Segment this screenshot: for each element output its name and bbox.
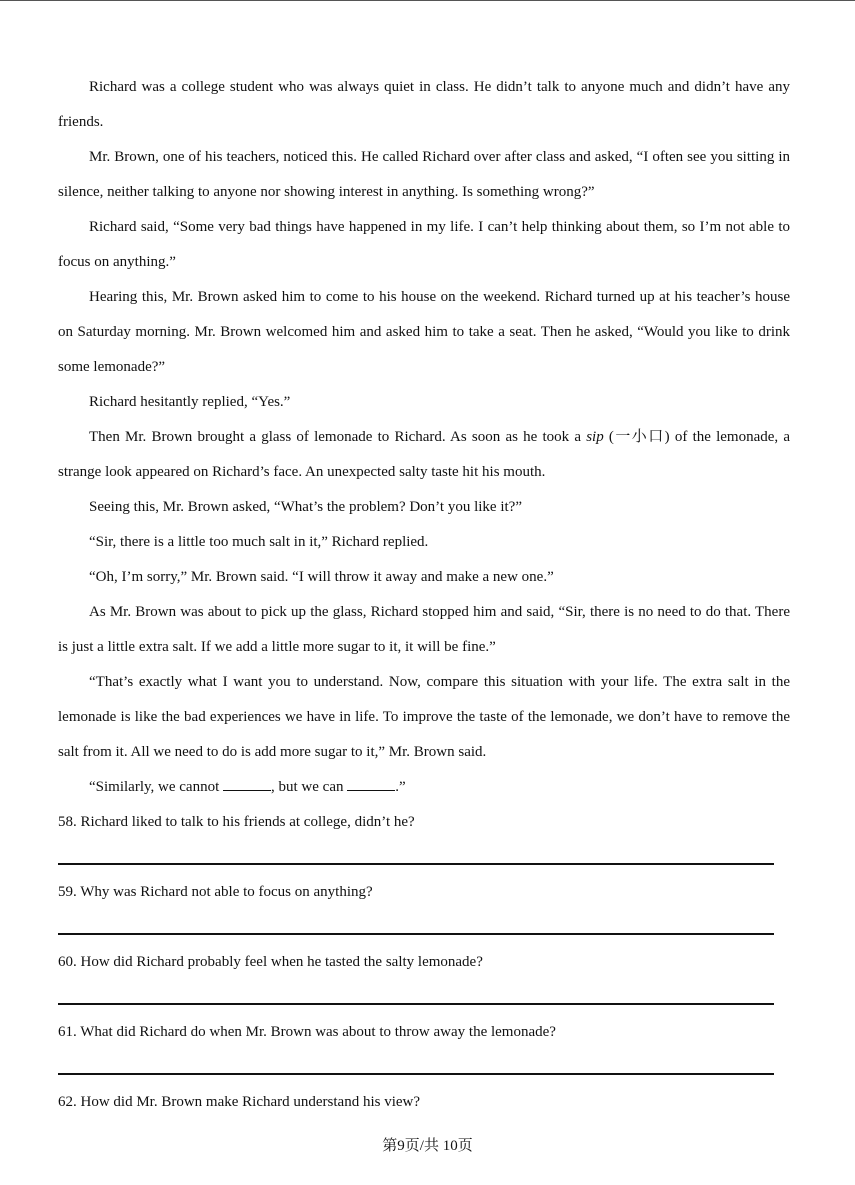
passage-paragraph-2: Mr. Brown, one of his teachers, noticed this. He called Richard over after class and asked, “I often see you sitting in silence, neither talking to anyone nor showing interest in anything. Is something wrong?” xyxy=(58,149,790,200)
passage-paragraph-8: “Sir, there is a little too much salt in it,” Richard replied. xyxy=(89,534,429,550)
answer-line-59[interactable] xyxy=(58,910,790,945)
sip-word: sip xyxy=(586,429,604,445)
passage-paragraph-4: Hearing this, Mr. Brown asked him to come to his house on the weekend. Richard turned up at his teacher’s house on Saturday morning. Mr. Brown welcomed him and asked him to take a seat. Then he asked, “Would you like to drink some lemonade?” xyxy=(58,289,790,375)
passage-paragraph-10: As Mr. Brown was about to pick up the glass, Richard stopped him and said, “Sir, there is no need to do that. There is just a little extra salt. If we add a little more sugar to it, it will be fine.” xyxy=(58,604,790,655)
answer-line-61[interactable] xyxy=(58,1050,790,1085)
passage-paragraph-11: “That’s exactly what I want you to understand. Now, compare this situation with your life. The extra salt in the lemonade is like the bad experiences we have in life. To improve the taste of the lemonade, we don’t have to remove the salt from it. All we need to do is add more sugar to it,” Mr. Brown said. xyxy=(58,674,790,760)
passage-paragraph-7: Seeing this, Mr. Brown asked, “What’s the problem? Don’t you like it?” xyxy=(89,499,522,515)
passage-paragraph-sip xyxy=(58,420,790,490)
question-61: 61. What did Richard do when Mr. Brown was about to throw away the lemonade? xyxy=(58,1024,556,1040)
page-content xyxy=(58,70,790,1120)
sip-text-after: (一小口) of the lemonade, a strange look appeared on Richard’s face. An unexpected salty taste hit his mouth. xyxy=(58,429,790,480)
question-58: 58. Richard liked to talk to his friends at college, didn’t he? xyxy=(58,814,415,830)
question-60: 60. How did Richard probably feel when he tasted the salty lemonade? xyxy=(58,954,483,970)
question-62: 62. How did Mr. Brown make Richard understand his view? xyxy=(58,1094,421,1110)
passage-paragraph-1: Richard was a college student who was always quiet in class. He didn’t talk to anyone much and didn’t have any friends. xyxy=(58,79,790,130)
passage-last-line xyxy=(58,770,790,805)
last-line-part1: “Similarly, we cannot xyxy=(89,779,223,795)
passage-paragraph-9: “Oh, I’m sorry,” Mr. Brown said. “I will throw it away and make a new one.” xyxy=(89,569,554,585)
answer-line-60[interactable] xyxy=(58,980,790,1015)
page-number-footer: 第9页/共 10页 xyxy=(382,1138,473,1154)
fill-blank-1[interactable] xyxy=(223,776,271,791)
question-59: 59. Why was Richard not able to focus on anything? xyxy=(58,884,373,900)
last-line-part2: , but we can xyxy=(271,779,348,795)
last-line-part3: .” xyxy=(395,779,406,795)
passage-paragraph-5: Richard hesitantly replied, “Yes.” xyxy=(89,394,291,410)
fill-blank-2[interactable] xyxy=(347,776,395,791)
page-top-rule xyxy=(0,0,855,1)
passage-paragraph-3: Richard said, “Some very bad things have happened in my life. I can’t help thinking about them, so I’m not able to focus on anything.” xyxy=(58,219,790,270)
answer-line-58[interactable] xyxy=(58,840,790,875)
sip-text-before: Then Mr. Brown brought a glass of lemonade to Richard. As soon as he took a xyxy=(89,429,587,445)
